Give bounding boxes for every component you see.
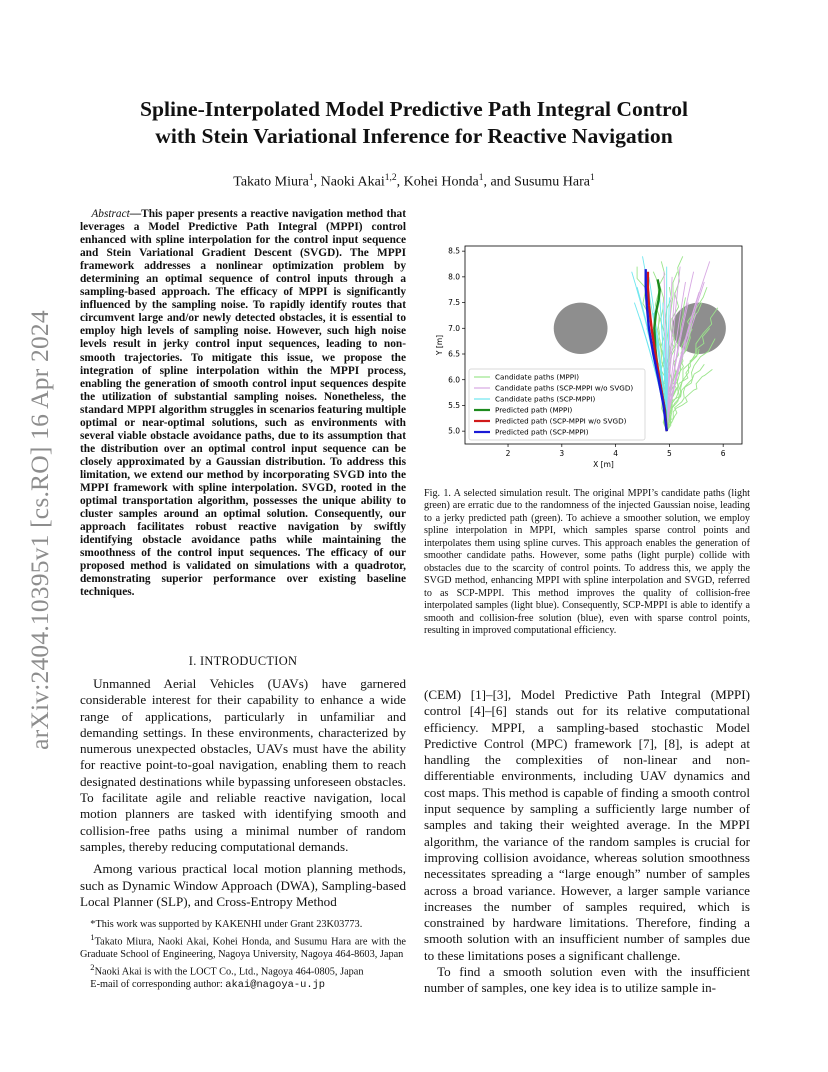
- title-line-2: with Stein Variational Inference for Reactive Navigation: [155, 124, 673, 148]
- author-name: Takato Miura: [233, 174, 309, 190]
- abstract-dash: —: [129, 208, 142, 220]
- author-affiliation-mark: 1,2: [384, 173, 397, 183]
- footnotes: [80, 919, 406, 991]
- y-tick-label: 6.0: [448, 375, 460, 385]
- figure-caption: Fig. 1. A selected simulation result. The original MPPI’s candidate paths (light green) are erratic due to the randomness of the injected Gaussian noise, leading to a jerky predicted path (green). To achieve a smoother solution, we employ spline interpolation in MPPI, which samples sparse control points and interpolates them using spline curves. This approach enables the generation of smoother candidate paths. However, some paths (light purple) collide with obstacles due to the scarcity of control points. To address this, we apply the SVGD method, enhancing MPPI with spline interpolation and SVGD, referred to as SCP-MPPI. This method improves the quality of collision-free interpolated samples (light blue). Consequently, SCP-MPPI is able to identify a smooth and collision-free solution (blue), even with sparse control points, resulting in improved computational efficiency.: [424, 488, 750, 636]
- legend-label: Predicted path (SCP-MPPI w/o SVGD): [495, 416, 627, 426]
- y-tick-label: 6.5: [448, 349, 460, 359]
- intro-paragraph: Among various practical local motion planning methods, such as Dynamic Window Approach (DWA), Sampling-based Local Planner (SLP), and Cross-Entropy Method: [80, 861, 406, 909]
- author-name: Kohei Honda: [403, 174, 479, 190]
- abstract-lead: Abstract: [91, 208, 130, 220]
- footnote-affiliation-2: [80, 961, 406, 979]
- author-affiliation-mark: 1: [478, 173, 484, 183]
- x-tick-label: 2: [505, 449, 511, 458]
- author-affiliation-mark: 1: [589, 173, 595, 183]
- author-separator: , and: [483, 174, 515, 190]
- arxiv-id-text: arXiv:2404.10395v1 [cs.RO] 16 Apr 2024: [25, 310, 54, 750]
- footnote-affiliation-2-text: Naoki Akai is with the LOCT Co., Ltd., Nagoya 464-0805, Japan: [94, 966, 364, 978]
- x-tick-label: 6: [720, 449, 726, 458]
- x-tick-label: 5: [666, 449, 672, 458]
- y-tick-label: 7.5: [448, 298, 460, 308]
- arxiv-side-label: [20, 285, 60, 775]
- footnote-email-label: E-mail of corresponding author:: [90, 979, 226, 991]
- intro-paragraph: Unmanned Aerial Vehicles (UAVs) have garnered considerable interest for their capability to enhance a wide range of applications, particularly in unfamiliar and demanding settings. In these environments, characterized by numerous unexpected obstacles, UAVs must have the ability for reactive point-to-goal navigation, enabling them to reach designated destinations while bypassing unforeseen obstacles. To facilitate agile and reliable reactive navigation, local motion planners are tasked with identifying smooth and collision-free paths using a minimal number of random samples, thereby reducing computational demands.: [80, 676, 406, 854]
- footnote-affiliation-1: [80, 931, 406, 961]
- title-line-1: Spline-Interpolated Model Predictive Path Integral Control: [140, 97, 688, 121]
- legend-label: Candidate paths (SCP-MPPI): [495, 394, 596, 404]
- simulation-path-chart: [424, 240, 748, 480]
- y-axis-label: Y [m]: [435, 334, 444, 356]
- intro-body: [80, 676, 406, 916]
- footnote-mark: 1: [90, 932, 95, 943]
- chart-legend: [469, 369, 645, 440]
- y-tick-label: 8.5: [448, 246, 460, 256]
- abstract-body: This paper presents a reactive navigation method that leverages a Model Predictive Path Integral (MPPI) control enhanced with spline interpolation for the control input sequence and Stein Variational Gradient Descent (SVGD). The MPPI framework addresses a nonlinear optimization problem by determining an optimal sequence of control inputs through a sampling-based approach. The efficacy of MPPI is significantly influenced by the sampling noise. To rapidly identify routes that circumvent large and/or newly detected obstacles, it is essential to employ high levels of sampling noise. However, such high noise levels result in jerky control input sequences, leading to non-smooth trajectories. To mitigate this issue, we propose the integration of spline interpolation within the MPPI process, enabling the generation of smooth control input sequences despite the utilization of substantial sampling noises. Nonetheless, the standard MPPI algorithm struggles in scenarios featuring multiple optimal or near-optimal solutions, such as environments with several viable obstacle avoidance paths, due to its assumption that the distribution over an optimal control input sequence can be closely approximated by a Gaussian distribution. To address this limitation, we extend our method by incorporating SVGD into the MPPI framework with spline interpolation. SVGD, rooted in the optimal transportation algorithm, possesses the unique ability to cluster samples around an optimal solution. Consequently, our approach facilitates robust reactive navigation by swiftly identifying obstacle avoidance paths while maintaining the smoothness of the control input sequences. The efficacy of our proposed method is validated on simulations with a quadrotor, demonstrating superior performance over existing baseline techniques.: [80, 208, 406, 599]
- y-tick-label: 5.5: [448, 401, 460, 411]
- legend-label: Candidate paths (MPPI): [495, 372, 579, 382]
- x-axis-label: X [m]: [593, 460, 614, 469]
- author-separator: ,: [313, 174, 321, 190]
- x-tick-label: 4: [613, 449, 618, 458]
- obstacle-circle: [554, 303, 608, 354]
- footnote-affiliation-1-text: Takato Miura, Naoki Akai, Kohei Honda, and Susumu Hara are with the Graduate School of Engineering, Nagoya University, Nagoya 464-8603, Japan: [80, 936, 406, 961]
- y-tick-label: 5.0: [448, 426, 460, 436]
- body-paragraph: (CEM) [1]–[3], Model Predictive Path Integral (MPPI) control [4]–[6] stands out for its relative computational efficiency. MPPI, a sampling-based stochastic Model Predictive Control (MPC) framework [7], [8], is adept at handling the complexities of non-linear and non-differentiable environments, including UAV dynamics and cost maps. This method is capable of finding a smooth control input sequence by sampling a sufficiently large number of samples and taking their weighted average. In the MPPI algorithm, the variance of the random samples is crucial for improving collision avoidance, whereas solution smoothness necessitates spreading a “large enough” number of samples across a broad variance. However, a larger sample variance increases the number of samples required, which is constrained by hardware limitations. Therefore, finding a smooth solution with an insufficient number of samples due to these limitations poses a significant challenge.: [424, 687, 750, 963]
- body-paragraph: To find a smooth solution even with the insufficient number of samples, one key idea is to utilize sample in-: [424, 964, 750, 996]
- legend-label: Predicted path (MPPI): [495, 405, 573, 415]
- author-affiliation-mark: 1: [308, 173, 314, 183]
- author-name: Susumu Hara: [514, 174, 590, 190]
- author-list: [80, 173, 748, 191]
- section-heading: I. INTRODUCTION: [188, 654, 298, 668]
- legend-label: Predicted path (SCP-MPPI): [495, 427, 589, 437]
- footnote-support: *This work was supported by KAKENHI under Grant 23K03773.: [90, 919, 363, 930]
- author-separator: ,: [396, 174, 404, 190]
- legend-label: Candidate paths (SCP-MPPI w/o SVGD): [495, 383, 634, 393]
- footnote-email: [80, 979, 406, 991]
- email-link[interactable]: akai@nagoya-u.jp: [225, 979, 326, 992]
- figure-1: [424, 240, 748, 480]
- y-tick-label: 8.0: [448, 272, 460, 282]
- right-column-body: [424, 687, 750, 997]
- author-name: Naoki Akai: [320, 174, 385, 190]
- paper-title: [80, 96, 748, 150]
- x-tick-label: 3: [559, 449, 565, 458]
- footnote-mark: 2: [90, 962, 95, 973]
- abstract: [80, 208, 406, 599]
- y-tick-label: 7.0: [448, 323, 460, 333]
